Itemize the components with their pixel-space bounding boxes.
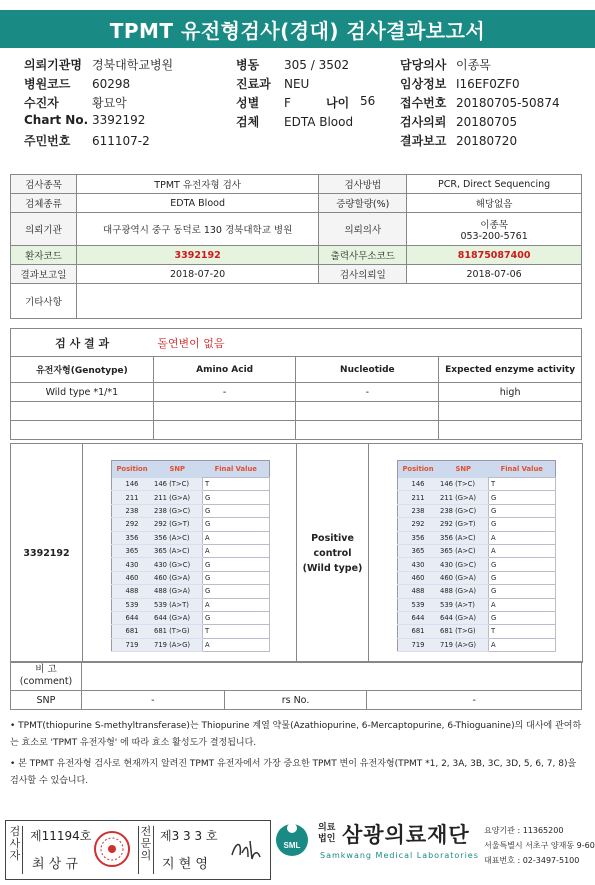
snp-position: 681	[112, 625, 153, 638]
result-table	[10, 328, 582, 440]
header-field	[400, 75, 520, 92]
specialist-label: 전문의	[138, 826, 154, 874]
snp-final-value: G	[489, 571, 556, 584]
snp-variant: 146 (T>C)	[438, 478, 489, 491]
snp-variant: 539 (A>T)	[438, 598, 489, 611]
snp-header-cell: Position	[398, 461, 439, 478]
header-field-value: 20180705-50874	[456, 96, 560, 110]
amino-acid-value: -	[153, 383, 296, 402]
header-field	[24, 132, 150, 149]
control-label	[296, 444, 369, 662]
snp-row	[398, 625, 556, 638]
header-field-label: 접수번호	[400, 96, 447, 110]
org-contact	[484, 823, 595, 868]
header-field-label: 주민번호	[24, 134, 71, 148]
snp-position: 539	[398, 598, 439, 611]
snp-variant: 681 (T>G)	[152, 625, 203, 638]
remarks-label	[11, 662, 82, 691]
header-field-value: 20180705	[456, 115, 518, 129]
snp-position: 292	[398, 518, 439, 531]
header-field-label: Chart No.	[24, 113, 89, 127]
empty-cell	[439, 402, 582, 421]
header-field-label: 병동	[236, 58, 260, 72]
snp-variant: 211 (G>A)	[438, 491, 489, 504]
snp-variant: 488 (G>A)	[152, 585, 203, 598]
report-date-value: 2018-07-20	[76, 265, 319, 284]
snp-row	[112, 558, 270, 571]
snp-position: 719	[112, 638, 153, 651]
snp-variant: 681 (T>G)	[438, 625, 489, 638]
snp-header-cell: Final Value	[489, 461, 556, 478]
note-2: • 본 TPMT 유전자형 검사로 현재까지 알려진 TPMT 유전자에서 가장 중요한 TPMT 변이 유전자형(TPMT *1, 2, 3A, 3B, 3C, 3D, 5, 6, 7, 8)을 검사할 수 있습니다.	[10, 759, 577, 786]
snp-position: 292	[112, 518, 153, 531]
snp-final-value: G	[489, 491, 556, 504]
office-code-label: 출력사무소코드	[319, 246, 407, 265]
snp-final-value: G	[489, 518, 556, 531]
snp-header-cell: Final Value	[203, 461, 270, 478]
header-field	[400, 94, 560, 111]
examiner-seal	[92, 827, 132, 871]
org-prefix-1: 의료	[318, 823, 336, 833]
header-field	[24, 56, 173, 73]
address: 서울특별시 서초구 양재동 9-60	[484, 841, 595, 850]
snp-final-value: T	[203, 478, 270, 491]
specimen-label: 검체종류	[11, 194, 77, 213]
request-date-label: 검사의뢰일	[319, 265, 407, 284]
genotype-value: Wild type *1/*1	[11, 383, 154, 402]
method-label: 검사방법	[319, 175, 407, 194]
snp-final-value: G	[203, 518, 270, 531]
snp-final-value: G	[203, 558, 270, 571]
snp-variant: 238 (G>C)	[152, 504, 203, 517]
snp-final-value: A	[489, 531, 556, 544]
snp-row	[398, 638, 556, 651]
col-nucleotide: Nucleotide	[296, 357, 439, 383]
header-field	[400, 132, 517, 149]
snp-variant: 238 (G>C)	[438, 504, 489, 517]
snp-position: 356	[398, 531, 439, 544]
header-field-value: NEU	[284, 77, 310, 91]
snp-final-value: A	[203, 544, 270, 557]
org-english-name: Samkwang Medical Laboratories	[320, 851, 479, 860]
doctor-value	[407, 213, 582, 246]
header-field-value: 20180720	[456, 134, 518, 148]
header-field-label: 담당의사	[400, 58, 447, 72]
remarks-table	[10, 661, 582, 710]
remarks-value	[81, 662, 581, 691]
header-field-value: I16EF0ZF0	[456, 77, 520, 91]
header-field-value: 60298	[92, 77, 131, 91]
snp-header-cell: Position	[112, 461, 153, 478]
snp-position: 356	[112, 531, 153, 544]
snp-row	[112, 598, 270, 611]
snp-variant: 292 (G>T)	[438, 518, 489, 531]
amount-value: 해당없음	[407, 194, 582, 213]
snp-position: 146	[112, 478, 153, 491]
snp-position: 211	[398, 491, 439, 504]
patient-code-value: 3392192	[76, 246, 319, 265]
header-field	[24, 113, 145, 127]
test-item-value: TPMT 유전자형 검사	[76, 175, 319, 194]
snp-final-value: G	[489, 504, 556, 517]
header-field-label: 성별	[236, 96, 260, 110]
control-snp-table	[397, 460, 556, 652]
snp-position: 460	[398, 571, 439, 584]
rsno-label: rs No.	[224, 691, 367, 710]
snp-row	[398, 531, 556, 544]
result-label: 검 사 결 과	[11, 329, 154, 357]
snp-row	[398, 504, 556, 517]
specialist-name: 지 현 영	[162, 857, 208, 872]
snp-section	[10, 443, 583, 663]
header-field-label: 검사의뢰	[400, 115, 447, 129]
snp-final-value: A	[489, 598, 556, 611]
amount-label: 증량할량(%)	[319, 194, 407, 213]
remarks-label-1: 비 고	[35, 664, 57, 675]
patient-code-label: 환자코드	[11, 246, 77, 265]
header-field-label: 수진자	[24, 96, 59, 110]
col-enzyme-activity: Expected enzyme activity	[439, 357, 582, 383]
snp-variant: 211 (G>A)	[152, 491, 203, 504]
snp-final-value: A	[203, 638, 270, 651]
test-item-label: 검사종목	[11, 175, 77, 194]
snp-variant: 644 (G>A)	[152, 611, 203, 624]
header-field-label: 진료과	[236, 77, 271, 91]
doctor-name: 이종목	[480, 219, 508, 231]
doctor-label: 의뢰의사	[319, 213, 407, 246]
snp-variant: 146 (T>C)	[152, 478, 203, 491]
control-label-line2: control	[313, 547, 352, 559]
control-snp-panel	[397, 460, 556, 652]
empty-cell	[153, 402, 296, 421]
control-label-line1: Positive	[311, 532, 354, 544]
snp-final-value: T	[203, 625, 270, 638]
snp-row	[112, 504, 270, 517]
snp-row	[398, 544, 556, 557]
snp-variant: 488 (G>A)	[438, 585, 489, 598]
snp-variant: 719 (A>G)	[152, 638, 203, 651]
other-label: 기타사항	[11, 284, 77, 319]
snp-final-value: G	[489, 558, 556, 571]
snp-row	[112, 611, 270, 624]
header-field-value: F	[284, 96, 291, 110]
snp-row	[398, 518, 556, 531]
snp-position: 430	[398, 558, 439, 571]
snp-final-value: G	[203, 585, 270, 598]
header-field-label: 임상정보	[400, 77, 447, 91]
snp-variant: 292 (G>T)	[152, 518, 203, 531]
org-prefix	[318, 823, 335, 845]
header-field-label: 검체	[236, 115, 260, 129]
snp-final-value: G	[203, 504, 270, 517]
reg-number: 요양기관 : 11365200	[484, 826, 564, 835]
signature-box	[5, 820, 271, 880]
snp-position: 539	[112, 598, 153, 611]
snp-row	[112, 638, 270, 651]
age-value: 56	[360, 94, 376, 108]
report-title: TPMT 유전형검사(경대) 검사결과보고서	[0, 10, 595, 48]
snp-variant: 430 (G>C)	[152, 558, 203, 571]
snp-position: 644	[398, 611, 439, 624]
method-value: PCR, Direct Sequencing	[407, 175, 582, 194]
snp-header-cell: SNP	[152, 461, 203, 478]
header-field	[400, 56, 491, 73]
snp-row	[112, 571, 270, 584]
snp-position: 488	[398, 585, 439, 598]
snp-final-value: T	[489, 478, 556, 491]
sml-logo-icon	[274, 818, 310, 858]
snp-position: 238	[398, 504, 439, 517]
age-label: 나이	[326, 96, 350, 110]
snp-variant: 644 (G>A)	[438, 611, 489, 624]
empty-cell	[153, 421, 296, 440]
sml-logo	[274, 818, 308, 870]
header-field	[236, 132, 284, 146]
snp-row	[112, 491, 270, 504]
patient-snp-panel	[111, 460, 270, 652]
header-field	[24, 94, 127, 111]
header-field-value: 611107-2	[92, 134, 150, 148]
institution-label: 의뢰기관	[11, 213, 77, 246]
snp-variant: 460 (G>A)	[438, 571, 489, 584]
rsno-value: -	[367, 691, 582, 710]
snp-row	[398, 598, 556, 611]
header-field-label: 결과보고	[400, 134, 447, 148]
snp-position: 365	[112, 544, 153, 557]
specimen-value: EDTA Blood	[76, 194, 319, 213]
institution-value: 대구광역시 중구 동덕로 130 경북대학교 병원	[76, 213, 319, 246]
header-field-value: 305 / 3502	[284, 58, 350, 72]
header-field-value: EDTA Blood	[284, 115, 354, 129]
snp-position: 488	[112, 585, 153, 598]
snp-position: 238	[112, 504, 153, 517]
examiner-name: 최 상 규	[32, 857, 78, 872]
snp-position: 430	[112, 558, 153, 571]
snp-final-value: G	[203, 611, 270, 624]
note-1: • TPMT(thiopurine S-methyltransferase)는 Thiopurine 계열 약물(Azathiopurine, 6-Mercaptopurine, 6-Thioguanine)의 대사에 관여하는 효소로 'TPMT 유전자형' 에 따라 효소 활성도가 결정됩니다.	[10, 721, 582, 748]
enzyme-activity-value: high	[439, 383, 582, 402]
snp-label: SNP	[11, 691, 82, 710]
phone: 대표번호 : 02-3497-5100	[484, 856, 580, 865]
doctor-phone: 053-200-5761	[460, 230, 528, 242]
snp-row	[112, 625, 270, 638]
patient-snp-table	[111, 460, 270, 652]
snp-final-value: A	[489, 638, 556, 651]
header-field-value: 황묘악	[92, 96, 127, 110]
header-field-value: 경북대학교병원	[92, 58, 174, 72]
empty-cell	[296, 402, 439, 421]
remarks-label-2: (comment)	[19, 676, 73, 687]
snp-row	[112, 544, 270, 557]
report-date-label: 결과보고일	[11, 265, 77, 284]
snp-position: 211	[112, 491, 153, 504]
header-field-label: 의뢰기관명	[24, 58, 82, 72]
snp-variant: 539 (A>T)	[152, 598, 203, 611]
header-field-label: 병원코드	[24, 77, 71, 91]
snp-row	[112, 518, 270, 531]
snp-row	[398, 611, 556, 624]
snp-row	[398, 491, 556, 504]
snp-header-cell: SNP	[438, 461, 489, 478]
examiner-no: 제11194호	[30, 829, 92, 843]
snp-row	[112, 585, 270, 598]
snp-final-value: G	[489, 611, 556, 624]
snp-row	[112, 478, 270, 491]
snp-variant: 356 (A>C)	[152, 531, 203, 544]
snp-final-value: A	[203, 598, 270, 611]
snp-row	[398, 558, 556, 571]
snp-final-value: A	[203, 531, 270, 544]
specialist-signature	[228, 835, 264, 865]
header-field	[24, 75, 130, 92]
office-code-value: 81875087400	[407, 246, 582, 265]
specialist-no: 제3 3 3 호	[160, 829, 218, 843]
snp-position: 146	[398, 478, 439, 491]
snp-variant: 356 (A>C)	[438, 531, 489, 544]
snp-position: 719	[398, 638, 439, 651]
snp-variant: 365 (A>C)	[438, 544, 489, 557]
org-name: 삼광의료재단	[342, 823, 470, 847]
empty-cell	[296, 421, 439, 440]
col-amino-acid: Amino Acid	[153, 357, 296, 383]
snp-position: 365	[398, 544, 439, 557]
snp-final-value: A	[489, 544, 556, 557]
control-label-line3: (Wild type)	[302, 562, 363, 574]
col-genotype: 유전자형(Genotype)	[11, 357, 154, 383]
header-field	[236, 75, 309, 92]
snp-row	[398, 585, 556, 598]
snp-variant: 460 (G>A)	[152, 571, 203, 584]
header-field	[236, 113, 353, 130]
snp-variant: 430 (G>C)	[438, 558, 489, 571]
snp-final-value: T	[489, 625, 556, 638]
snp-value: -	[81, 691, 224, 710]
snp-position: 644	[112, 611, 153, 624]
empty-cell	[439, 421, 582, 440]
snp-variant: 719 (A>G)	[438, 638, 489, 651]
snp-row	[398, 478, 556, 491]
other-value	[76, 284, 581, 319]
header-field	[400, 113, 517, 130]
snp-final-value: G	[203, 491, 270, 504]
snp-final-value: G	[203, 571, 270, 584]
result-value: 돌연변이 없음	[153, 329, 581, 357]
header-field	[236, 56, 349, 73]
request-date-value: 2018-07-06	[407, 265, 582, 284]
examiner-label: 검사자	[8, 826, 23, 874]
snp-patient-id: 3392192	[11, 444, 83, 662]
snp-position: 681	[398, 625, 439, 638]
empty-cell	[11, 402, 154, 421]
svg-text:SML: SML	[283, 841, 301, 850]
header-field-value: 3392192	[92, 113, 146, 127]
snp-row	[112, 531, 270, 544]
snp-position: 460	[112, 571, 153, 584]
snp-row	[398, 571, 556, 584]
info-table	[10, 174, 582, 319]
org-prefix-2: 법인	[318, 834, 336, 844]
snp-variant: 365 (A>C)	[152, 544, 203, 557]
header-field	[236, 94, 291, 111]
nucleotide-value: -	[296, 383, 439, 402]
snp-final-value: G	[489, 585, 556, 598]
header-field-value: 이종목	[456, 58, 491, 72]
empty-cell	[11, 421, 154, 440]
